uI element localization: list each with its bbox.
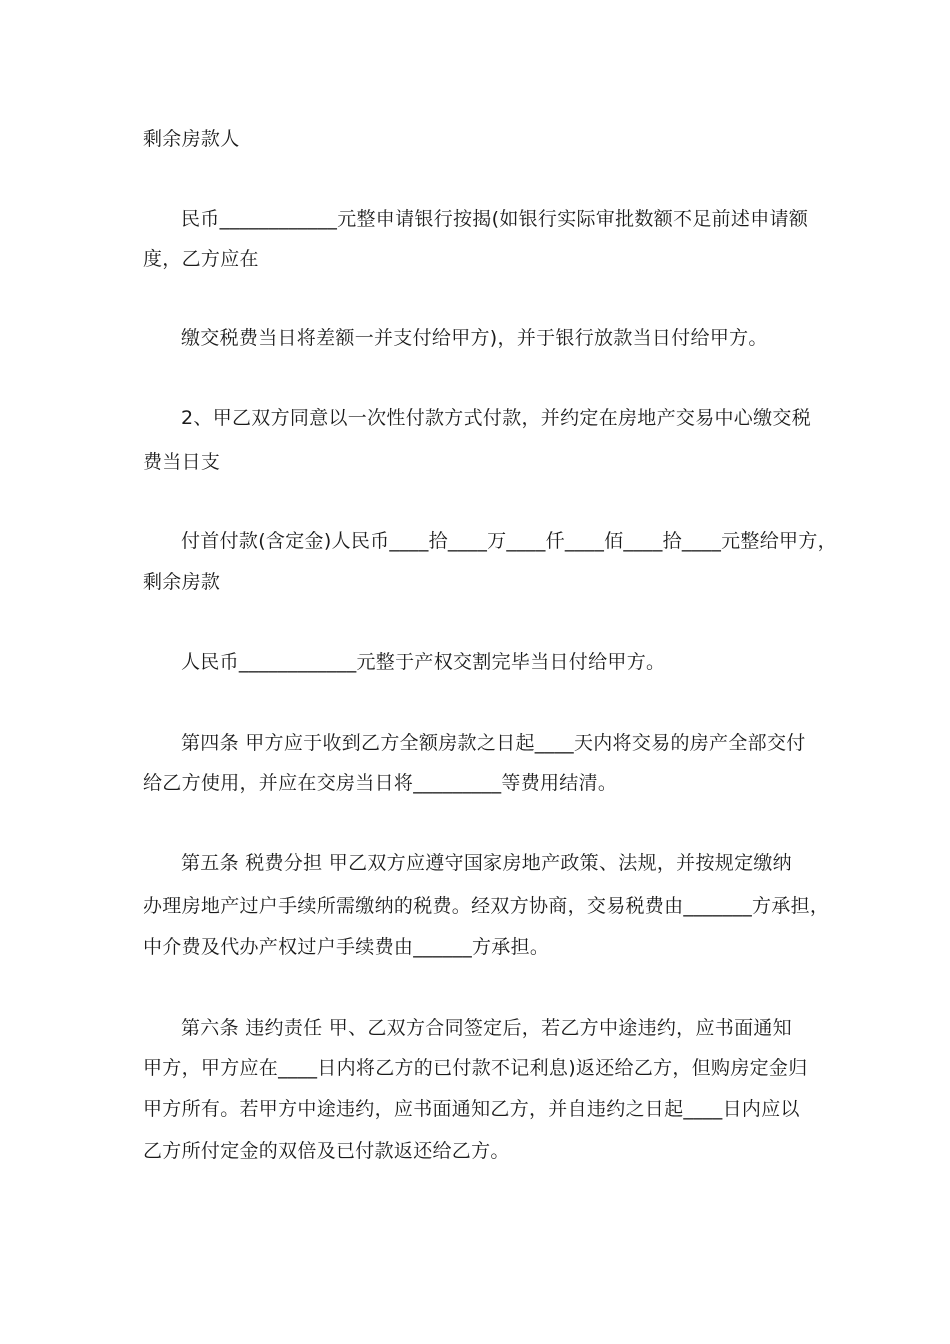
text-line: 第四条 甲方应于收到乙方全额房款之日起____天内将交易的房产全部交付 <box>181 732 806 754</box>
text-line: 第六条 违约责任 甲、乙双方合同签定后，若乙方中途违约，应书面通知 <box>181 1017 792 1039</box>
text-line: 度，乙方应在 <box>143 248 259 270</box>
text-line: 2、甲乙双方同意以一次性付款方式付款，并约定在房地产交易中心缴交税 <box>181 407 811 429</box>
text-line: 第五条 税费分担 甲乙双方应遵守国家房地产政策、法规，并按规定缴纳 <box>181 852 792 874</box>
text-line: 给乙方使用，并应在交房当日将_________等费用结清。 <box>143 772 618 794</box>
text-line: 剩余房款人 <box>143 128 240 150</box>
text-line: 费当日支 <box>143 451 221 473</box>
text-line: 缴交税费当日将差额一并支付给甲方)，并于银行放款当日付给甲方。 <box>181 327 768 349</box>
text-line: 人民币____________元整于产权交割完毕当日付给甲方。 <box>181 651 666 673</box>
text-line: 民币____________元整申请银行按揭(如银行实际审批数额不足前述申请额 <box>181 208 809 230</box>
text-line: 乙方所付定金的双倍及已付款返还给乙方。 <box>143 1140 510 1162</box>
text-line: 剩余房款 <box>143 571 221 593</box>
text-line: 中介费及代办产权过户手续费由______方承担。 <box>143 936 550 958</box>
text-line: 甲方，甲方应在____日内将乙方的已付款不记利息)返还给乙方，但购房定金归 <box>143 1057 808 1079</box>
text-line: 办理房地产过户手续所需缴纳的税费。经双方协商，交易税费由_______方承担， <box>143 895 830 917</box>
text-line: 甲方所有。若甲方中途违约，应书面通知乙方，并自违约之日起____日内应以 <box>143 1098 800 1120</box>
text-line: 付首付款(含定金)人民币____拾____万____仟____佰____拾____元整给甲方， <box>181 530 837 552</box>
